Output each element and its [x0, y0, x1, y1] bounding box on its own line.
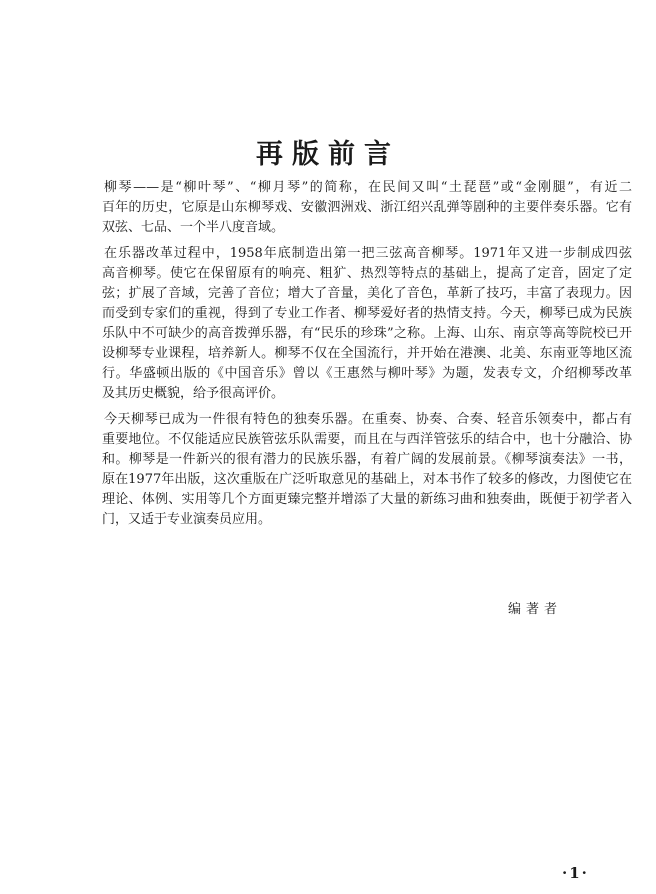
- paragraph: [102, 244, 632, 404]
- text-line: 设柳琴专业课程，培养新人。柳琴不仅在全国流行，并开始在港澳、北美、东南亚等地区流: [102, 346, 632, 361]
- text-line: 门，又适于专业演奏员应用。: [102, 512, 272, 527]
- paragraph: [102, 178, 632, 238]
- text-line: 百年的历史，它原是山东柳琴戏、安徽泗洲戏、浙江绍兴乱弹等剧种的主要伴奏乐器。它有: [102, 200, 632, 215]
- text-line: 双弦、七品、一个半八度音域。: [102, 220, 285, 235]
- text-line: 乐队中不可缺少的高音拨弹乐器，有“民乐的珍珠”之称。上海、山东、南京等高等院校已开: [102, 326, 632, 341]
- text-line: 及其历史概貌，给予很高评价。: [102, 386, 285, 401]
- paragraph: [102, 410, 632, 530]
- preface-body: [102, 178, 632, 536]
- author-signature: 编著者: [508, 602, 563, 617]
- text-line: 重要地位。不仅能适应民族管弦乐队需要，而且在与西洋管弦乐的结合中，也十分融洽、协: [102, 432, 632, 447]
- text-line: 行。华盛顿出版的《中国音乐》曾以《王惠然与柳叶琴》为题，发表专文，介绍柳琴改革: [102, 366, 632, 381]
- text-line: 高音柳琴。使它在保留原有的响亮、粗犷、热烈等特点的基础上，提高了定音，固定了定: [102, 266, 632, 281]
- text-line: 弦；扩展了音域，完善了音位；增大了音量，美化了音色，革新了技巧，丰富了表现力。因: [102, 286, 632, 301]
- page-number: ·1·: [562, 864, 589, 882]
- text-line: 在乐器改革过程中，1958年底制造出第一把三弦高音柳琴。1971年又进一步制成四弦: [104, 246, 632, 261]
- page-title: 再版前言: [256, 139, 400, 170]
- text-line: 和。柳琴是一件新兴的很有潜力的民族乐器，有着广阔的发展前景。《柳琴演奏法》一书，: [102, 452, 632, 467]
- text-line: 柳琴——是“柳叶琴”、“柳月琴”的简称，在民间又叫“土琵琶”或“金刚腿”，有近二: [104, 180, 632, 195]
- text-line: 而受到专家们的重视，得到了专业工作者、柳琴爱好者的热情支持。今天，柳琴已成为民族: [102, 306, 632, 321]
- text-line: 今天柳琴已成为一件很有特色的独奏乐器。在重奏、协奏、合奏、轻音乐领奏中，都占有: [104, 412, 632, 427]
- text-line: 理论、体例、实用等几个方面更臻完整并增添了大量的新练习曲和独奏曲，既便于初学者入: [102, 492, 632, 507]
- text-line: 原在1977年出版，这次重版在广泛听取意见的基础上，对本书作了较多的修改，力图使它在: [102, 472, 632, 487]
